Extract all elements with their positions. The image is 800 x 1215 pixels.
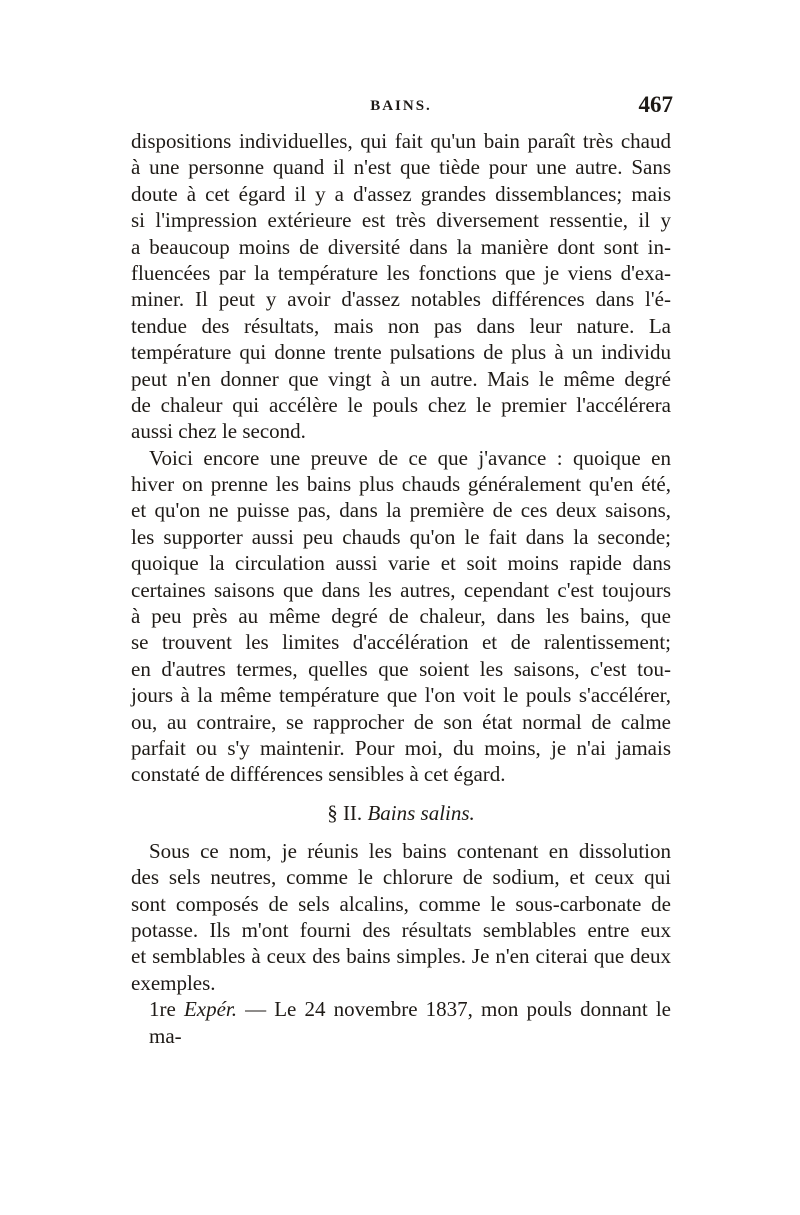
- text-line: de chaleur qui accélère le pouls chez le premier l'accélérera: [131, 392, 671, 417]
- page-number: 467: [638, 92, 673, 117]
- text-line: miner. Il peut y avoir d'assez notables différences dans l'é-: [131, 287, 671, 312]
- text-line: Sous ce nom, je réunis les bains contenant en dissolution: [149, 838, 671, 863]
- text-line: à une personne quand il n'est que tiède pour une autre. Sans: [131, 155, 671, 180]
- text-line: ou, au contraire, se rapprocher de son état normal de calme: [131, 709, 671, 734]
- experiment-text: — Le 24 novembre 1837, mon pouls donnant le ma-: [149, 997, 671, 1048]
- text-line: et semblables à ceux des bains simples. Je n'en citerai que deux: [131, 944, 671, 969]
- section-heading: [131, 796, 671, 830]
- text-line: certaines saisons que dans les autres, cependant c'est toujours: [131, 577, 671, 602]
- text-line: Voici encore une preuve de ce que j'avance : quoique en: [149, 445, 671, 470]
- text-line: parfait ou s'y maintenir. Pour moi, du moins, je n'ai jamais: [131, 735, 671, 760]
- paragraph-2: [131, 445, 671, 788]
- text-line: si l'impression extérieure est très diversement ressentie, il y: [131, 208, 671, 233]
- text-line: température qui donne trente pulsations de plus à un individu: [131, 340, 671, 365]
- experiment-number: 1re: [149, 997, 176, 1022]
- running-head-title: BAINS.: [370, 98, 432, 114]
- text-line: et qu'on ne puisse pas, dans la première de ces deux saisons,: [131, 498, 671, 523]
- text-line: doute à cet égard il y a d'assez grandes dissemblances; mais: [131, 181, 671, 206]
- running-head: [131, 92, 671, 126]
- text-line: à peu près au même degré de chaleur, dans les bains, que: [131, 604, 671, 629]
- text-line: en d'autres termes, quelles que soient les saisons, c'est tou-: [131, 656, 671, 681]
- text-line: peut n'en donner que vingt à un autre. Mais le même degré: [131, 366, 671, 391]
- text-line: quoique la circulation aussi varie et soit moins rapide dans: [131, 551, 671, 576]
- text-line: jours à la même température que l'on voit le pouls s'accélérer,: [131, 683, 671, 708]
- text-line: potasse. Ils m'ont fourni des résultats semblables entre eux: [131, 917, 671, 942]
- text-line: aussi chez le second.: [131, 419, 306, 444]
- text-line: tendue des résultats, mais non pas dans leur nature. La: [131, 313, 671, 338]
- text-line: dispositions individuelles, qui fait qu'un bain paraît très chaud: [131, 129, 671, 153]
- experiment-label: Expér.: [183, 997, 238, 1022]
- text-line: sont composés de sels alcalins, comme le sous-carbonate de: [131, 891, 671, 916]
- text-line: se trouvent les limites d'accélération et de ralentissement;: [131, 630, 671, 655]
- text-line: les supporter aussi peu chauds qu'on le fait dans la seconde;: [131, 524, 671, 549]
- section-number: § II.: [327, 800, 363, 825]
- text-line: fluencées par la température les fonctions que je viens d'exa-: [131, 260, 671, 285]
- section-title: Bains salins.: [367, 800, 475, 825]
- text-line: a beaucoup moins de diversité dans la manière dont sont in-: [131, 234, 671, 259]
- text-line: constaté de différences sensibles à cet égard.: [131, 762, 506, 787]
- paragraph-3: [131, 838, 671, 996]
- body-text: [131, 128, 671, 1048]
- text-line: des sels neutres, comme le chlorure de sodium, et ceux qui: [131, 865, 671, 890]
- text-line: hiver on prenne les bains plus chauds généralement qu'en été,: [131, 472, 671, 497]
- text-line: exemples.: [131, 970, 216, 995]
- paragraph-1: [131, 128, 671, 445]
- experiment-line: [131, 996, 671, 1048]
